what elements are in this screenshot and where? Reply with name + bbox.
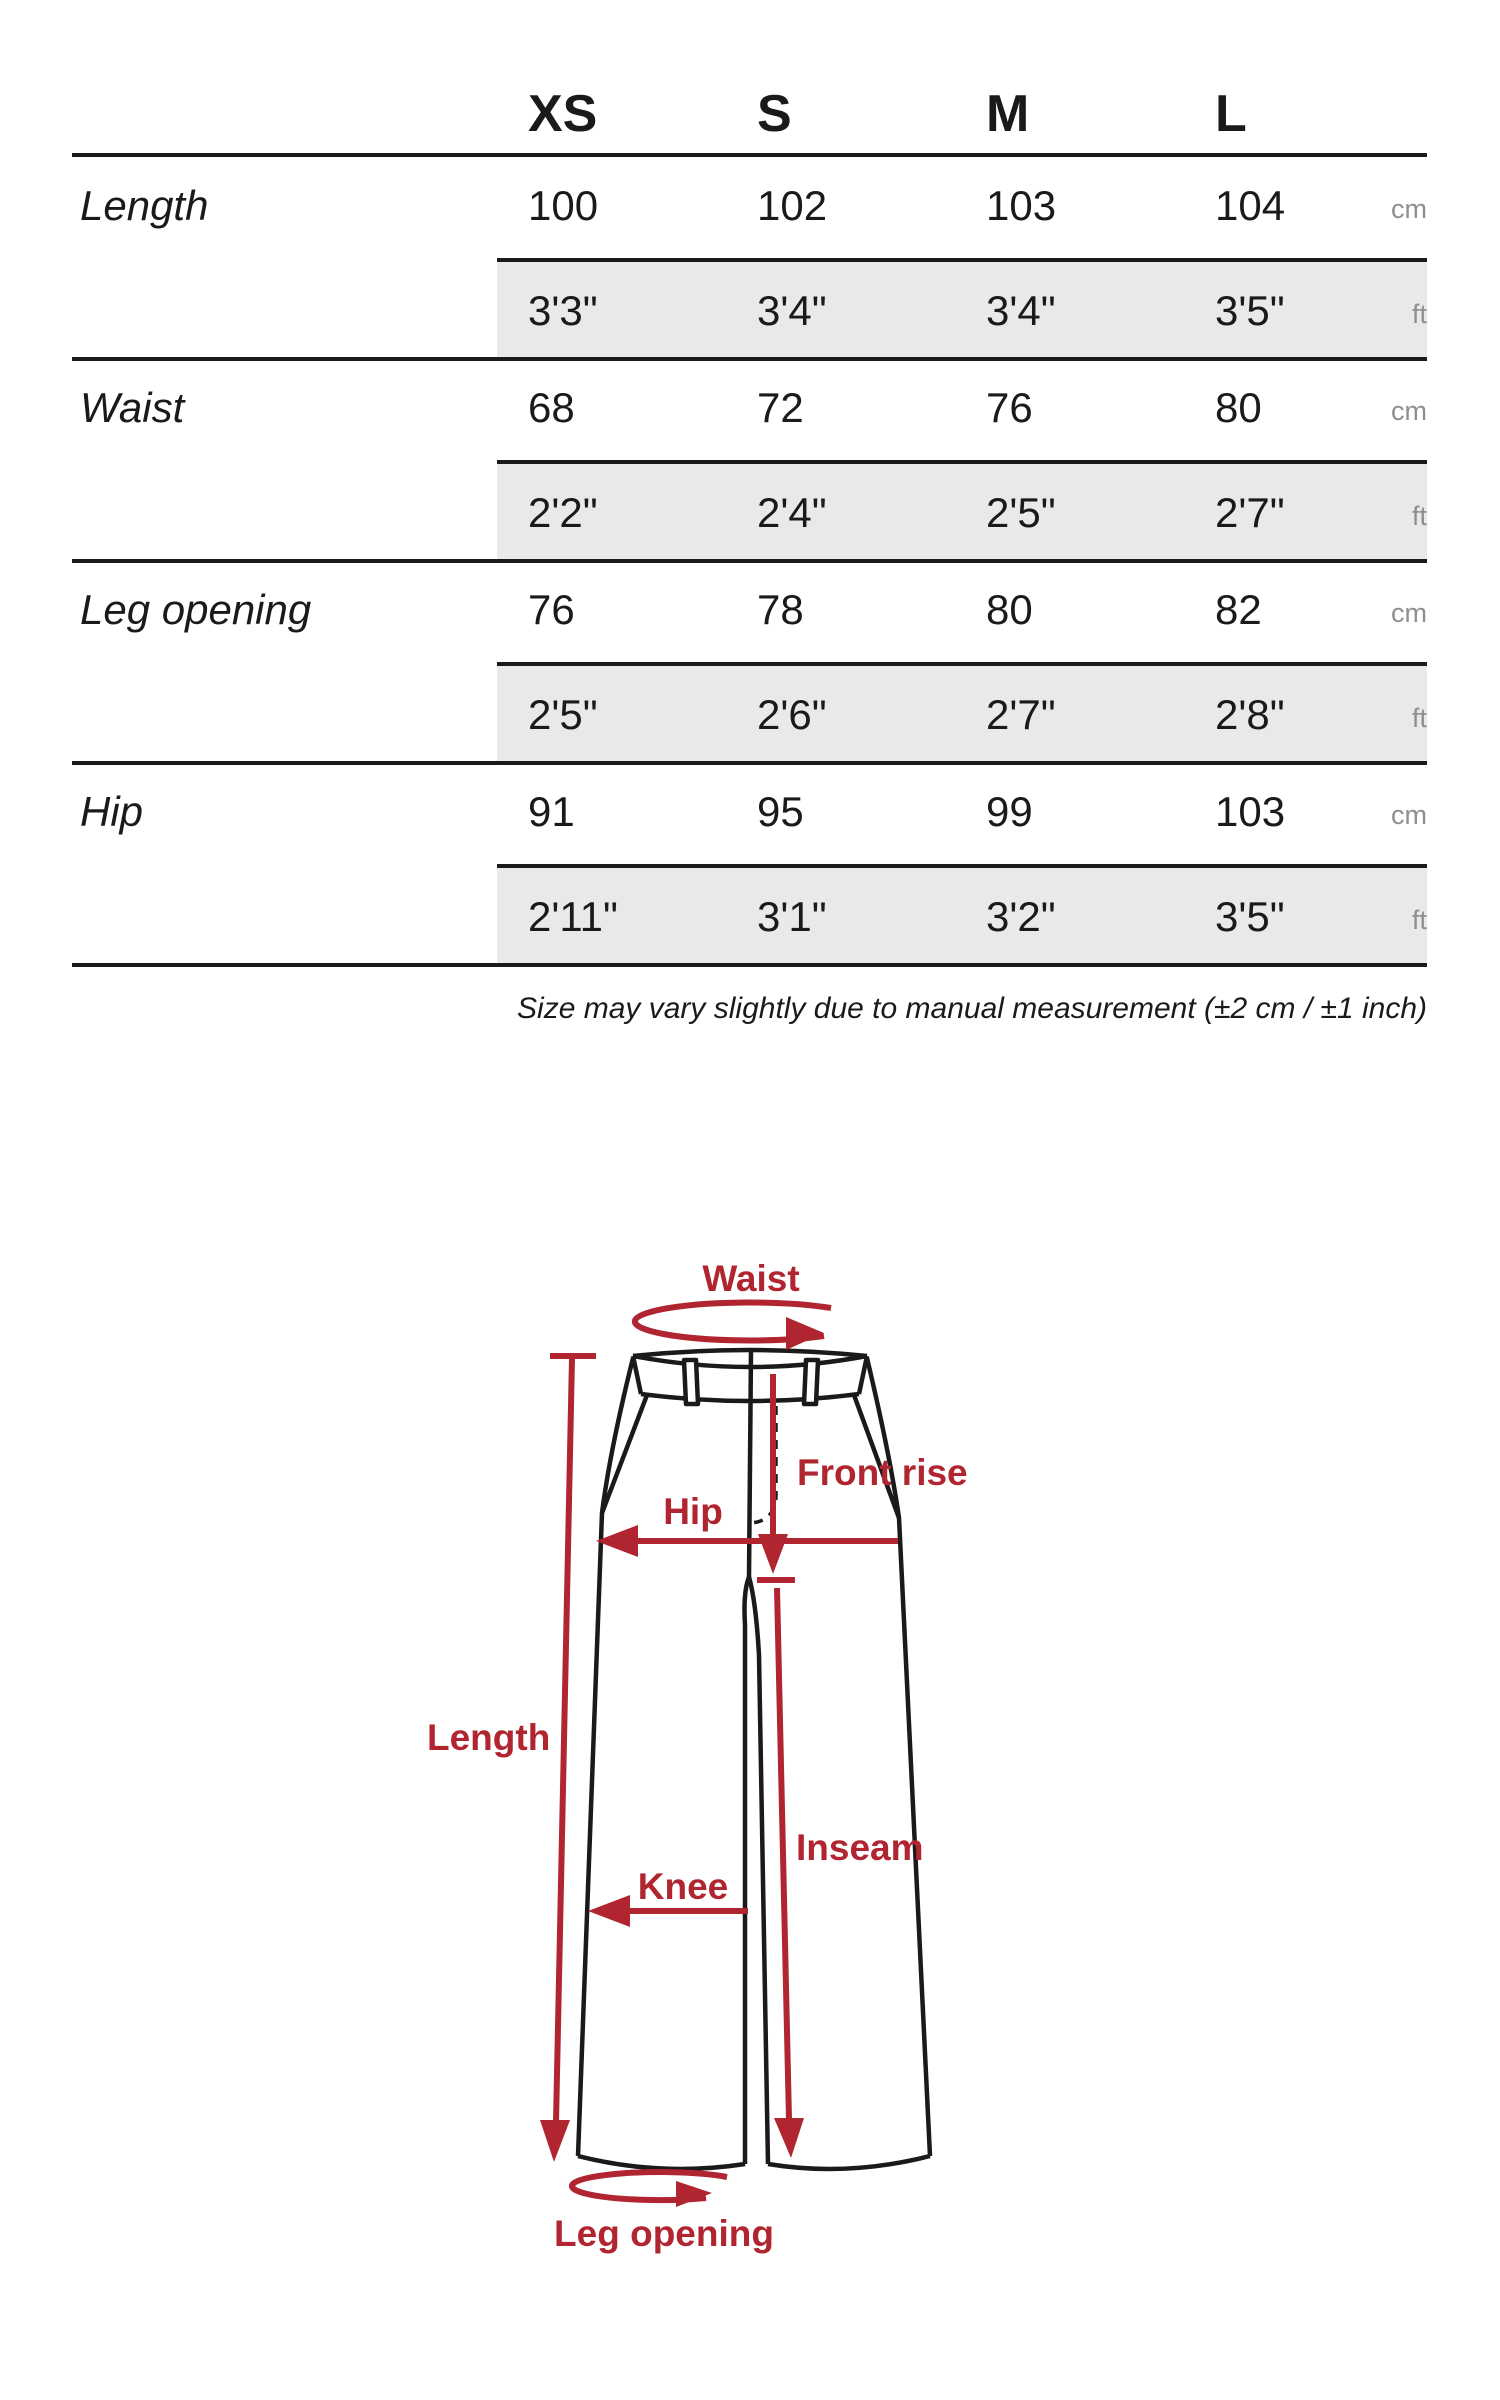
row-label-waist: Waist <box>80 384 185 431</box>
cell-length-xs-cm: 100 <box>528 182 599 229</box>
cell-waist-xs-ft: 2'2" <box>528 489 598 536</box>
cell-waist-s-cm: 72 <box>757 384 804 431</box>
cell-length-s-ft: 3'4" <box>757 287 827 334</box>
size-header-l: L <box>1215 85 1247 143</box>
cell-length-l-ft: 3'5" <box>1215 287 1285 334</box>
inseam-arrowhead <box>774 2118 804 2158</box>
row-label-leg-opening: Leg opening <box>80 586 312 633</box>
label-waist: Waist <box>702 1258 800 1299</box>
cell-hip-xs-cm: 91 <box>528 788 575 835</box>
unit-ft-label: ft <box>1411 299 1427 329</box>
unit-cm-label: cm <box>1391 396 1427 426</box>
cell-waist-s-ft: 2'4" <box>757 489 827 536</box>
label-leg-opening: Leg opening <box>554 2213 774 2254</box>
size-header-xs: XS <box>528 85 598 143</box>
unit-ft-label: ft <box>1411 905 1427 935</box>
label-inseam: Inseam <box>796 1827 924 1868</box>
belt-loop-right <box>804 1360 818 1404</box>
cell-waist-l-ft: 2'7" <box>1215 489 1285 536</box>
label-front-rise: Front rise <box>797 1452 968 1493</box>
size-header-m: M <box>986 85 1030 143</box>
cell-length-xs-ft: 3'3" <box>528 287 598 334</box>
cell-legopening-m-cm: 80 <box>986 586 1033 633</box>
knee-arrowhead <box>588 1895 630 1927</box>
cell-legopening-l-ft: 2'8" <box>1215 691 1285 738</box>
cell-legopening-xs-cm: 76 <box>528 586 575 633</box>
cell-length-s-cm: 102 <box>757 182 828 229</box>
cell-length-l-cm: 104 <box>1215 182 1286 229</box>
cell-legopening-s-cm: 78 <box>757 586 804 633</box>
leg-opening-arrowhead <box>676 2181 712 2207</box>
cell-legopening-xs-ft: 2'5" <box>528 691 598 738</box>
unit-cm-label: cm <box>1391 598 1427 628</box>
cell-hip-m-ft: 3'2" <box>986 893 1056 940</box>
cell-hip-l-cm: 103 <box>1215 788 1286 835</box>
cell-length-m-cm: 103 <box>986 182 1057 229</box>
cell-waist-xs-cm: 68 <box>528 384 575 431</box>
cell-hip-s-ft: 3'1" <box>757 893 827 940</box>
row-label-length: Length <box>80 182 209 229</box>
belt-loop-left <box>684 1360 698 1404</box>
cell-length-m-ft: 3'4" <box>986 287 1056 334</box>
cell-legopening-m-ft: 2'7" <box>986 691 1056 738</box>
unit-cm-label: cm <box>1391 194 1427 224</box>
cell-waist-l-cm: 80 <box>1215 384 1262 431</box>
length-line <box>556 1358 572 2122</box>
label-length: Length <box>427 1717 551 1758</box>
unit-ft-label: ft <box>1411 703 1427 733</box>
waist-arrowhead <box>786 1317 824 1350</box>
cell-hip-m-cm: 99 <box>986 788 1033 835</box>
cell-waist-m-cm: 76 <box>986 384 1033 431</box>
cell-waist-m-ft: 2'5" <box>986 489 1056 536</box>
cell-hip-s-cm: 95 <box>757 788 804 835</box>
row-label-hip: Hip <box>80 788 144 835</box>
cell-legopening-l-cm: 82 <box>1215 586 1262 633</box>
inseam-line <box>777 1588 789 2120</box>
cell-hip-xs-ft: 2'11" <box>528 893 618 940</box>
unit-ft-label: ft <box>1411 501 1427 531</box>
label-knee: Knee <box>637 1866 729 1907</box>
label-hip: Hip <box>663 1491 723 1532</box>
size-header-s: S <box>757 85 792 143</box>
cell-hip-l-ft: 3'5" <box>1215 893 1285 940</box>
cell-legopening-s-ft: 2'6" <box>757 691 827 738</box>
length-arrowhead <box>540 2120 570 2162</box>
unit-cm-label: cm <box>1391 800 1427 830</box>
measurement-note: Size may vary slightly due to manual measurement (±2 cm / ±1 inch) <box>517 992 1427 1025</box>
